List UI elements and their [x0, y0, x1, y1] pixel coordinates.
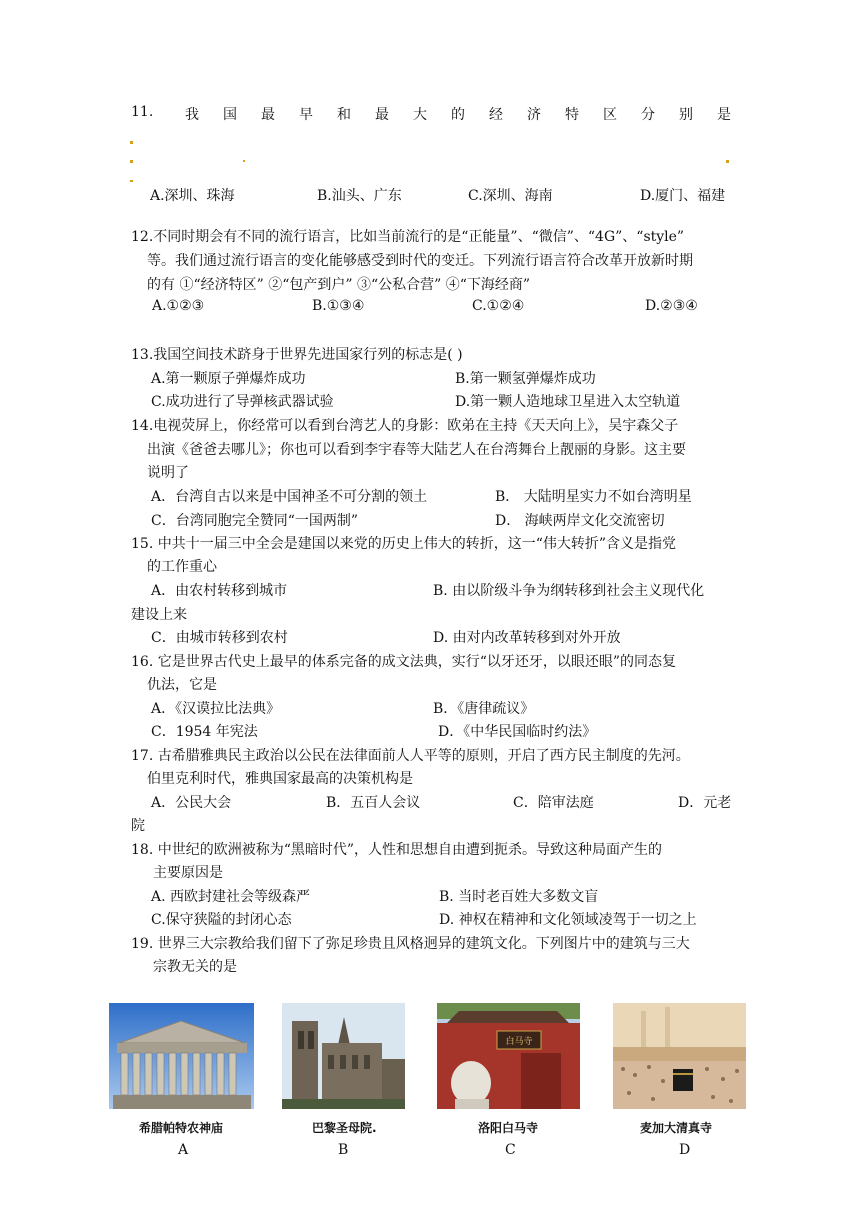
q14-option-d: D． 海峡两岸文化交流密切	[495, 513, 665, 529]
q15-option-c: C．由城市转移到农村	[151, 630, 288, 646]
q15-option-b-continued: 建设上来	[131, 607, 187, 623]
q13-option-d: D.第一颗人造地球卫星进入太空轨道	[455, 394, 681, 410]
q18-option-b: B. 当时老百姓大多数文盲	[439, 889, 599, 905]
q11-number: 11.	[131, 104, 154, 120]
q11-option-a: A.深圳、珠海	[150, 188, 235, 204]
q11-char: 的	[451, 107, 465, 123]
q17-line-2: 伯里克利时代，雅典国家最高的决策机构是	[147, 771, 413, 787]
q17-option-c: C．陪审法庭	[513, 795, 594, 811]
q12-option-a: A.①②③	[152, 298, 205, 314]
letter-a: A	[178, 1142, 189, 1158]
q11-char: 大	[413, 107, 427, 123]
q11-option-d: D.厦门、福建	[640, 188, 726, 204]
q12-option-d: D.②③④	[645, 298, 698, 314]
q11-char: 济	[527, 107, 541, 123]
caption-c: 洛阳白马寺	[478, 1121, 539, 1135]
caption-a: 希腊帕特农神庙	[139, 1121, 224, 1135]
q11-char: 最	[261, 107, 275, 123]
q17-line-1: 17. 古希腊雅典民主政治以公民在法律面前人人平等的原则，开启了西方民主制度的先河。	[131, 748, 690, 764]
q15-option-d: D. 由对内改革转移到对外开放	[433, 630, 621, 646]
q14-line-2: 出演《爸爸去哪儿》；你也可以看到李宇春等大陆艺人在台湾舞台上靓丽的身影。这主要	[147, 442, 686, 458]
q11-char: 和	[337, 107, 351, 123]
q17-option-d: D．元老	[678, 795, 732, 811]
q11-char: 最	[375, 107, 389, 123]
q11-char: 我	[185, 107, 199, 123]
q12-option-b: B.①③④	[312, 298, 365, 314]
q17-option-d-continued: 院	[131, 818, 145, 834]
q11-char: 国	[223, 107, 237, 123]
q16-option-c: C．1954 年宪法	[151, 724, 258, 740]
q11-option-b: B.汕头、广东	[317, 188, 402, 204]
q14-option-b: B． 大陆明星实力不如台湾明星	[495, 489, 692, 505]
q14-line-3: 说明了	[147, 465, 189, 481]
q11-char: 区	[603, 107, 617, 123]
letter-b: B	[338, 1142, 349, 1158]
q12-line-2: 等。我们通过流行语言的变化能够感受到时代的变迁。下列流行语言符合改革开放新时期	[147, 253, 693, 269]
q15-line-2: 的工作重心	[147, 559, 217, 575]
parthenon-photo	[109, 1003, 254, 1109]
q18-option-c: C.保守狭隘的封闭心态	[151, 912, 292, 928]
q17-option-a: A．公民大会	[151, 795, 232, 811]
white-horse-temple-photo	[437, 1003, 580, 1109]
q16-option-d: D．《中华民国临时约法》	[438, 724, 597, 740]
q19-line-2: 宗教无关的是	[153, 959, 237, 975]
q13-option-c: C.成功进行了导弹核武器试验	[151, 394, 334, 410]
q18-option-d: D. 神权在精神和文化领域凌驾于一切之上	[439, 912, 697, 928]
blank-marker	[243, 160, 245, 162]
q12-line-1: 12.不同时期会有不同的流行语言，比如当前流行的是“正能量”、“微信”、“4G”、“style”	[131, 229, 685, 245]
caption-b: 巴黎圣母院.	[312, 1121, 377, 1135]
q16-line-1: 16. 它是世界古代史上最早的体系完备的成文法典，实行“以牙还牙，以眼还眼”的同态复	[131, 654, 677, 670]
letter-c: C	[505, 1142, 516, 1158]
q15-line-1: 15. 中共十一届三中全会是建国以来党的历史上伟大的转折，这一“伟大转折”含义是指党	[131, 536, 677, 552]
mecca-mosque-photo	[613, 1003, 746, 1109]
q19-line-1: 19. 世界三大宗教给我们留下了弥足珍贵且风格迥异的建筑文化。下列图片中的建筑与三大	[131, 936, 690, 952]
q14-line-1: 14.电视荧屏上，你经常可以看到台湾艺人的身影：欧弟在主持《天天向上》，吴宇森父子	[131, 418, 679, 434]
caption-d: 麦加大清真寺	[640, 1121, 713, 1135]
q11-option-c: C.深圳、海南	[468, 188, 553, 204]
q11-char: 早	[299, 107, 313, 123]
q15-option-b: B. 由以阶级斗争为纲转移到社会主义现代化	[433, 583, 705, 599]
notre-dame-photo	[282, 1003, 405, 1109]
q14-option-c: C．台湾同胞完全赞同“一国两制”	[151, 513, 359, 529]
blank-marker	[130, 160, 133, 163]
q11-stem	[185, 104, 731, 124]
q13-option-a: A.第一颗原子弹爆炸成功	[151, 371, 306, 387]
q13-option-b: B.第一颗氢弹爆炸成功	[455, 371, 596, 387]
q12-line-3: 的有 ①“经济特区” ②“包产到户” ③“公私合营” ④“下海经商”	[147, 277, 531, 293]
q14-option-a: A．台湾自古以来是中国神圣不可分割的领土	[151, 489, 428, 505]
q11-char: 是	[717, 107, 731, 123]
blank-marker	[130, 141, 133, 144]
temple-plaque-text: 白马寺	[505, 1037, 533, 1047]
q15-option-a: A．由农村转移到城市	[151, 583, 288, 599]
q11-char: 经	[489, 107, 503, 123]
q16-line-2: 仇法，它是	[147, 677, 217, 693]
q11-char: 分	[641, 107, 655, 123]
q17-option-b: B．五百人会议	[326, 795, 421, 811]
q11-char: 特	[565, 107, 579, 123]
q11-char: 别	[679, 107, 693, 123]
letter-d: D	[679, 1142, 691, 1158]
q13-stem: 13.我国空间技术跻身于世界先进国家行列的标志是( )	[131, 347, 463, 363]
q12-option-c: C.①②④	[472, 298, 525, 314]
q16-option-b: B．《唐律疏议》	[433, 701, 535, 717]
q18-line-2: 主要原因是	[153, 865, 223, 881]
q16-option-a: A．《汉谟拉比法典》	[151, 701, 281, 717]
blank-marker	[726, 160, 729, 163]
q18-line-1: 18. 中世纪的欧洲被称为“黑暗时代”，人性和思想自由遭到扼杀。导致这种局面产生的	[131, 842, 663, 858]
blank-marker	[130, 180, 133, 182]
q18-option-a: A. 西欧封建社会等级森严	[151, 889, 311, 905]
